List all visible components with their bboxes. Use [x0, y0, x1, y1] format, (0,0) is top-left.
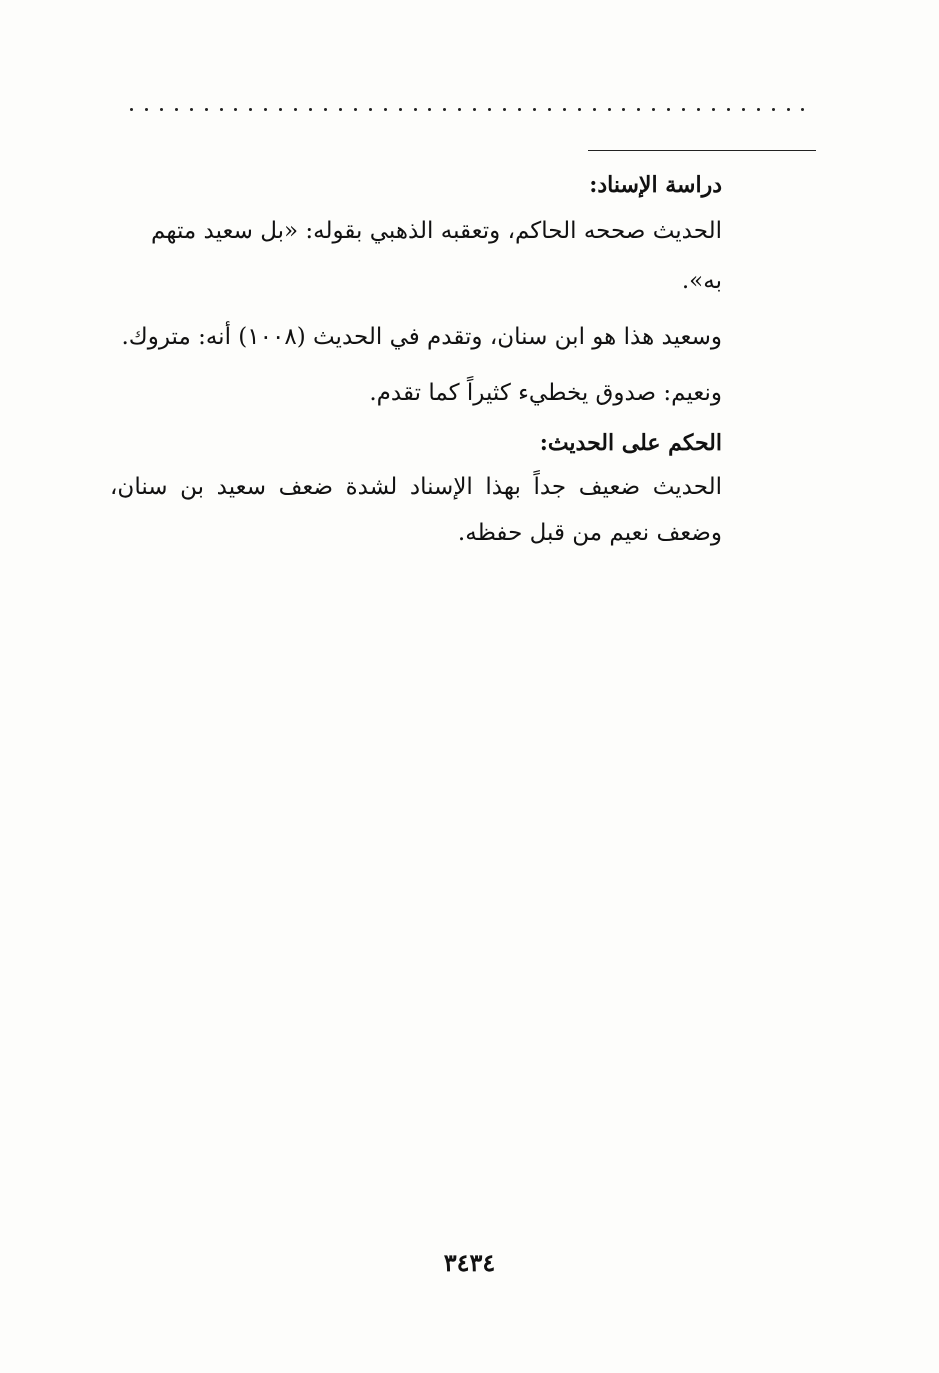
separator-dot [369, 108, 372, 111]
separator-dot [354, 108, 357, 111]
separator-dot [727, 108, 730, 111]
separator-dot [593, 108, 596, 111]
separator-dot [130, 108, 133, 111]
separator-dot [667, 108, 670, 111]
separator-dot [608, 108, 611, 111]
separator-dot [772, 108, 775, 111]
separator-dot [220, 108, 223, 111]
separator-dot [652, 108, 655, 111]
footnote-rule [588, 150, 816, 151]
separator-dot [205, 108, 208, 111]
separator-dot [384, 108, 387, 111]
main-text [110, 164, 722, 562]
separator-dot [234, 108, 237, 111]
separator-dot [324, 108, 327, 111]
separator-dot [697, 108, 700, 111]
separator-dot [428, 108, 431, 111]
page-number: ٣٤٣٤ [443, 1248, 496, 1277]
paragraph: وسعيد هذا هو ابن سنان، وتقدم في الحديث (١٠٠٨) أنه: متروك. [121, 324, 722, 350]
section-heading-isnad: دراسة الإسناد: [589, 172, 722, 198]
separator-dot [160, 108, 163, 111]
separator-dot [578, 108, 581, 111]
separator-dot [458, 108, 461, 111]
separator-dot [175, 108, 178, 111]
separator-dot [309, 108, 312, 111]
separator-dot [787, 108, 790, 111]
separator-dot [757, 108, 760, 111]
separator-dot [279, 108, 282, 111]
separator-dot [503, 108, 506, 111]
separator-dot [622, 108, 625, 111]
separator-dot [443, 108, 446, 111]
separator-dot [399, 108, 402, 111]
separator-dot [563, 108, 566, 111]
separator-dot [414, 108, 417, 111]
separator-dot [473, 108, 476, 111]
separator-dot [145, 108, 148, 111]
separator-dot [742, 108, 745, 111]
separator-dot [190, 108, 193, 111]
dotted-separator [130, 102, 805, 116]
section-heading-ruling: الحكم على الحديث: [539, 430, 722, 456]
paragraph: الحديث ضعيف جداً بهذا الإسناد لشدة ضعف سعيد بن سنان، وضعف نعيم من قبل حفظه. [110, 474, 722, 546]
separator-dot [712, 108, 715, 111]
separator-dot [488, 108, 491, 111]
paragraph: ونعيم: صدوق يخطيء كثيراً كما تقدم. [369, 380, 722, 406]
separator-dot [264, 108, 267, 111]
separator-dot [518, 108, 521, 111]
separator-dot [682, 108, 685, 111]
separator-dot [637, 108, 640, 111]
separator-dot [249, 108, 252, 111]
separator-dot [294, 108, 297, 111]
separator-dot [339, 108, 342, 111]
separator-dot [533, 108, 536, 111]
paragraph: الحديث صححه الحاكم، وتعقبه الذهبي بقوله: «بل سعيد متهم به». [151, 218, 722, 294]
separator-dot [548, 108, 551, 111]
separator-dot [801, 108, 804, 111]
